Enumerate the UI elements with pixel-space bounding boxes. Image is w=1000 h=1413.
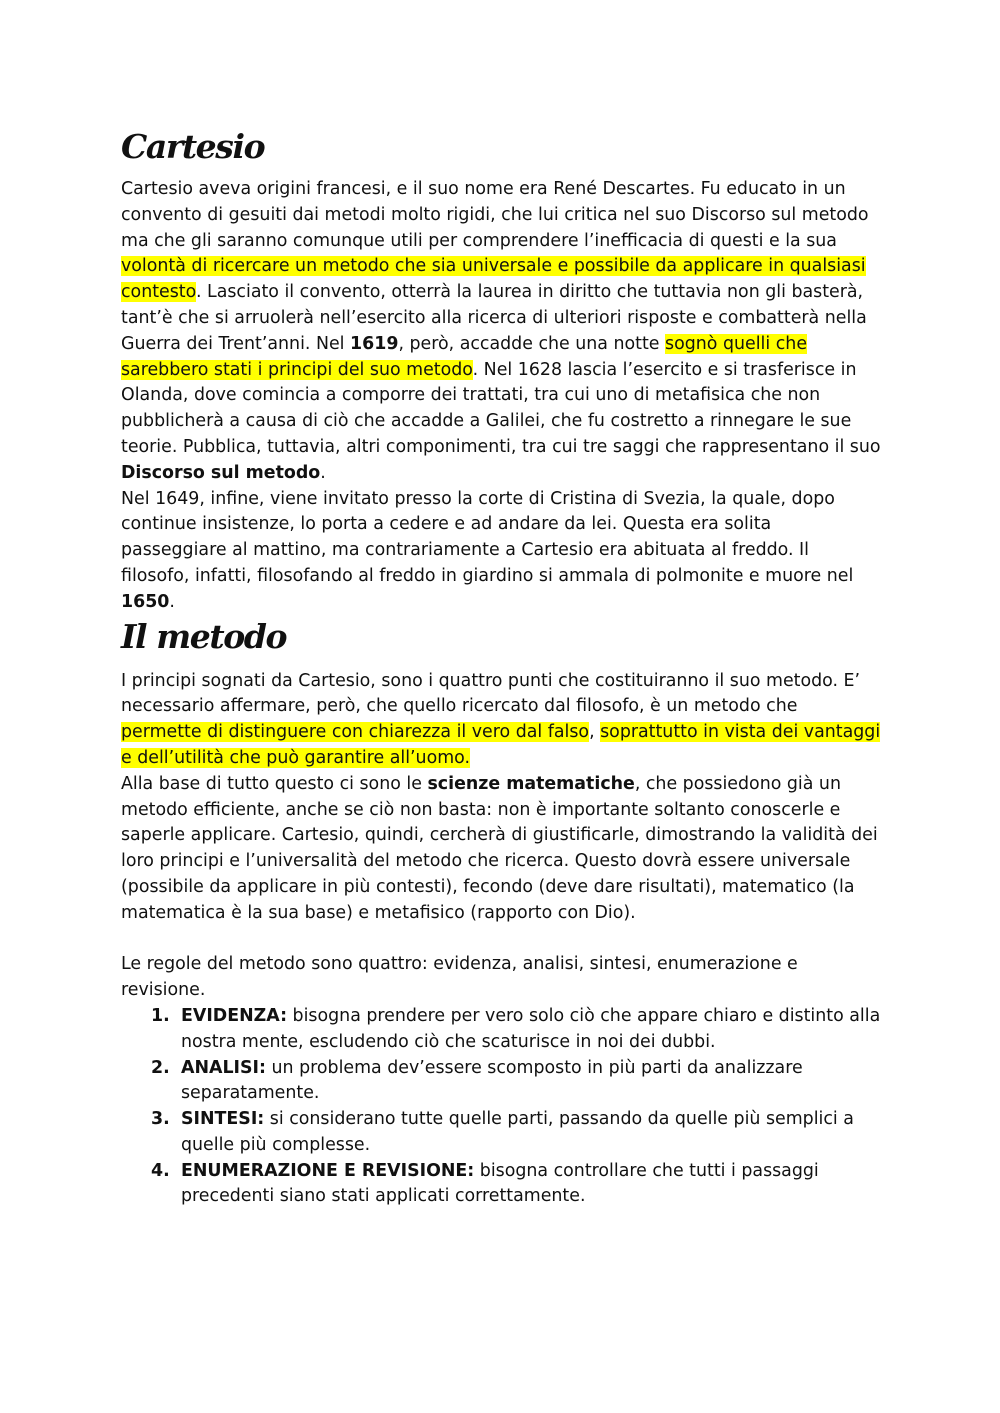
heading-cartesio: Cartesio [121,127,265,166]
list-item [121,1004,881,1056]
rule-text: bisogna prendere per vero solo ciò che appare chiaro e distinto alla nostra mente, escludendo ciò che scaturisce in noi dei dubbi. [181,1005,881,1052]
list-number: 4. [151,1160,170,1181]
paragraph-biography [121,177,881,487]
list-item [121,1056,881,1108]
bold-year: 1650 [121,591,170,612]
paragraph-death [121,487,881,616]
text-run: Alla base di tutto questo ci sono le [121,773,428,794]
text-run: , [589,722,601,743]
bold-term: scienze matematiche [427,773,635,794]
text-run: . Nel 1628 lascia l’esercito e si trasferisce in Olanda, dove comincia a comporre dei trattati, tra cui uno di metafisica che non pubblicherà a causa di ciò che accadde a Galilei, che fu costretto a rinnegare le sue teorie. Pubblica, tuttavia, altri componimenti, tra cui tre saggi che rappresentano il suo [121,359,881,457]
text-run: . [169,591,175,612]
text-run: . Lasciato il convento, otterrà la laurea in diritto che tuttavia non gli basterà, tant’è che si arruolerà nell’esercito alla ricerca di ulteriori risposte e combatterà nella Guerra dei Trent’anni. Nel [121,282,867,354]
text-run: Cartesio aveva origini francesi, e il suo nome era René Descartes. Fu educato in un convento di gesuiti dai metodi molto rigidi, che lui critica nel suo Discorso sul metodo ma che gli saranno comunque utili per comprendere l’inefficacia di questi e la sua [121,179,869,251]
text-run: Nel 1649, infine, viene invitato presso la corte di Cristina di Svezia, la quale, dopo continue insistenze, lo porta a cedere e ad andare da lei. Questa era solita passeggiare al mattino, ma contrariamente a Cartesio era abituata al freddo. Il filosofo, infatti, filosofando al freddo in giardino si ammala di polmonite e muore nel [121,488,854,586]
rule-text: bisogna controllare che tutti i passaggi precedenti siano stati applicati correttamente. [181,1160,819,1207]
list-number: 1. [151,1005,170,1026]
rules-list [121,1004,881,1210]
document-page [121,122,881,1210]
highlighted-text: volontà di ricercare un metodo che sia universale e possibile da applicare in qualsiasi contesto [121,256,866,303]
rule-text: si considerano tutte quelle parti, passando da quelle più semplici a quelle più complesse. [181,1109,854,1155]
rule-label: ANALISI: [181,1057,266,1078]
rule-label: ENUMERAZIONE E REVISIONE: [181,1160,475,1181]
paragraph-mathematics [121,772,881,927]
rule-text: un problema dev’essere scomposto in più parti da analizzare separatamente. [181,1057,803,1104]
text-run: I principi sognati da Cartesio, sono i quattro punti che costituiranno il suo metodo. E’ necessario affermare, però, che quello ricercato dal filosofo, è un metodo che [121,670,861,717]
blank-line [121,927,881,953]
list-item [121,1107,881,1159]
highlighted-text: soprattutto in vista dei vantaggi e dell’utilità che può garantire all’uomo. [121,722,881,768]
paragraph-principles [121,669,881,772]
list-number: 2. [151,1057,170,1078]
text-run: , però, accadde che una notte [398,333,666,354]
text-run: . [320,462,326,483]
text-run: , che possiedono già un metodo efficiente, anche se ciò non basta: non è importante soltanto conoscerle e saperle applicare. Cartesio, quindi, cercherà di giustificarle, dimostrando la validità dei loro principi e l’universalità del metodo che ricerca. Questo dovrà essere universale (possibile da applicare in più contesti), fecondo (deve dare risultati), matematico (la matematica è la sua base) e metafisico (rapporto con Dio). [121,773,878,923]
highlighted-text: sognò quelli che sarebbero stati i principi del suo metodo [121,333,808,380]
list-number: 3. [151,1109,170,1130]
rule-label: EVIDENZA: [181,1005,288,1026]
heading-il-metodo: Il metodo [121,616,287,656]
paragraph-rules-intro: Le regole del metodo sono quattro: evidenza, analisi, sintesi, enumerazione e revisione. [121,954,798,1001]
bold-title: Discorso sul metodo [121,462,321,483]
highlighted-text: permette di distinguere con chiarezza il vero dal falso [121,722,590,743]
bold-year: 1619 [350,333,399,354]
rule-label: SINTESI: [181,1109,265,1130]
list-item [121,1159,881,1211]
